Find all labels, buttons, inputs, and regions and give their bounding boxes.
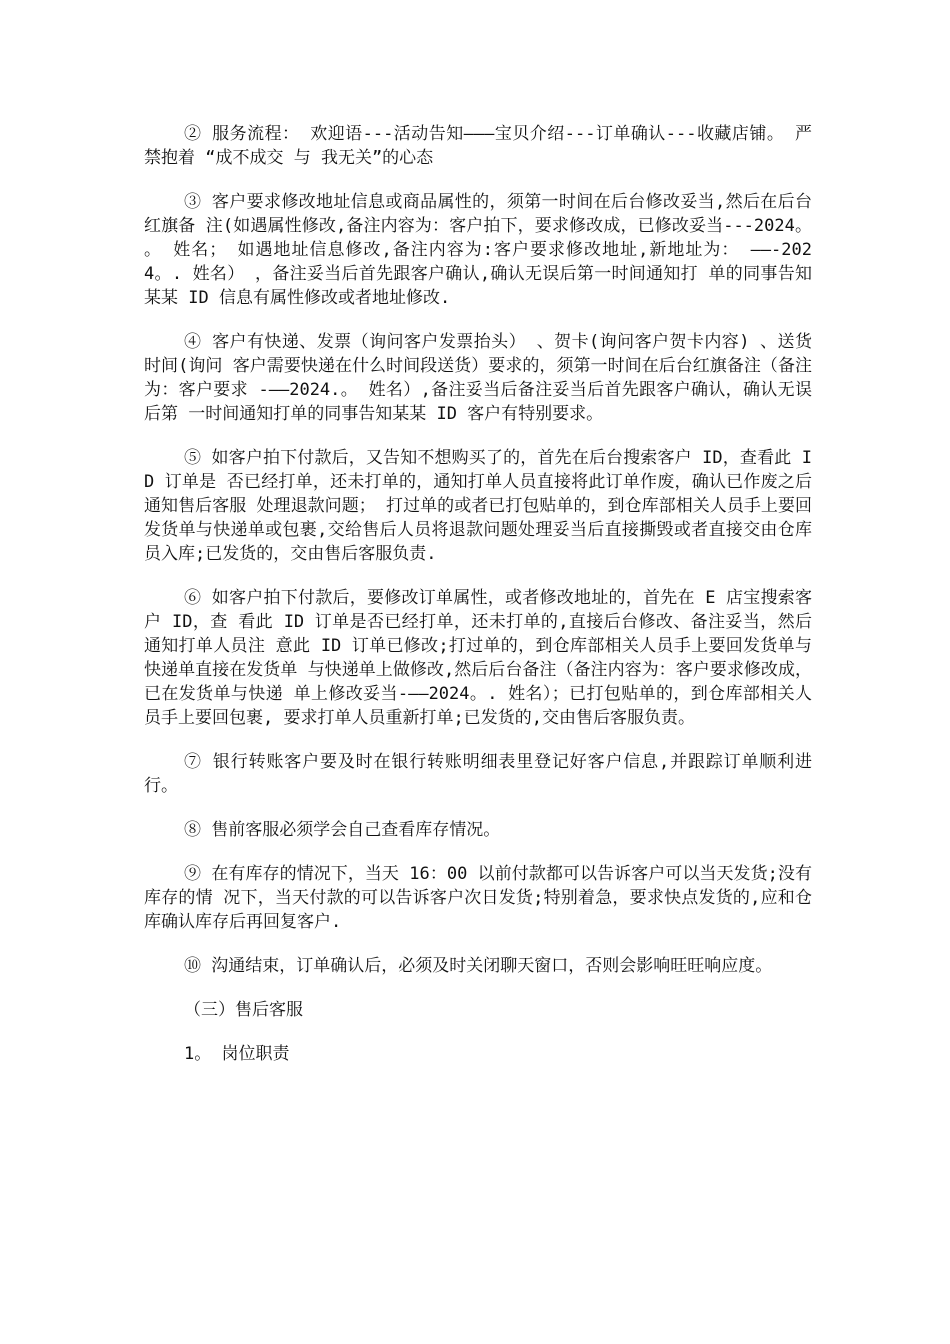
sub-heading: 1。 岗位职责: [184, 1044, 290, 1064]
paragraph-9-shipping-time: ⑨ 在有库存的情况下，当天 16：00 以前付款都可以告诉客户可以当天发货;没有库存的情 况下，当天付款的可以告诉客户次日发货;特别着急，要求快点发货的,应和仓库确认库存后再回复客户.: [144, 864, 812, 932]
paragraph-7-bank-transfer: ⑦ 银行转账客户要及时在银行转账明细表里登记好客户信息,并跟踪订单顺利进行。: [144, 752, 812, 796]
paragraph-2-service-flow: ② 服务流程： 欢迎语---活动告知———宝贝介绍---订单确认---收藏店铺。 严禁抱着 “成不成交 与 我无关”的心态: [144, 124, 812, 168]
section-heading: （三）售后客服: [184, 1000, 303, 1020]
paragraph-8-inventory: ⑧ 售前客服必须学会自己查看库存情况。: [184, 820, 501, 840]
paragraph-4-special-requests: ④ 客户有快递、发票（询问客户发票抬头） 、贺卡(询问客户贺卡内容) 、送货时间(询问 客户需要快递在什么时间段送货）要求的，须第一时间在后台红旗备注（备注为：客户要求 -——2024.。 姓名）,备注妥当后备注妥当后首先跟客户确认，确认无误后第 一时间通知打单的同事告知某某 ID 客户有特别要求。: [144, 332, 812, 424]
document-body: [144, 122, 812, 1086]
paragraph-6-modify-order: ⑥ 如客户拍下付款后，要修改订单属性，或者修改地址的，首先在 E 店宝搜索客户 ID，查 看此 ID 订单是否已经打单，还未打单的,直接后台修改、备注妥当，然后通知打单人员注 意此 ID 订单已修改;打过单的，到仓库部相关人员手上要回发货单与快递单直接在发货单 与快递单上做修改,然后后台备注（备注内容为：客户要求修改成，已在发货单与快递 单上修改妥当-——2024。. 姓名）；已打包贴单的，到仓库部相关人员手上要回包裹, 要求打单人员重新打单;已发货的,交由售后客服负责。: [144, 588, 812, 728]
paragraph-10-close-chat: ⑩ 沟通结束，订单确认后，必须及时关闭聊天窗口，否则会影响旺旺响应度。: [184, 956, 773, 976]
paragraph-3-address-change: ③ 客户要求修改地址信息或商品属性的，须第一时间在后台修改妥当,然后在后台红旗备 注(如遇属性修改,备注内容为：客户拍下，要求修改成，已修改妥当---2024。 。 姓名； 如遇地址信息修改,备注内容为:客户要求修改地址,新地址为： ——-2024。. 姓名） ，备注妥当后首先跟客户确认,确认无误后第一时间通知打 单的同事告知某某 ID 信息有属性修改或者地址修改.: [144, 192, 812, 308]
paragraph-5-cancel-order: ⑤ 如客户拍下付款后，又告知不想购买了的，首先在后台搜索客户 ID，查看此 ID 订单是 否已经打单，还未打单的，通知打单人员直接将此订单作废，确认已作废之后通知售后客服 处理退款问题； 打过单的或者已打包贴单的，到仓库部相关人员手上要回发货单与快递单或包裹,交给售后人员将退款问题处理妥当后直接撕毁或者直接交由仓库员入库;已发货的，交由售后客服负责.: [144, 448, 812, 564]
